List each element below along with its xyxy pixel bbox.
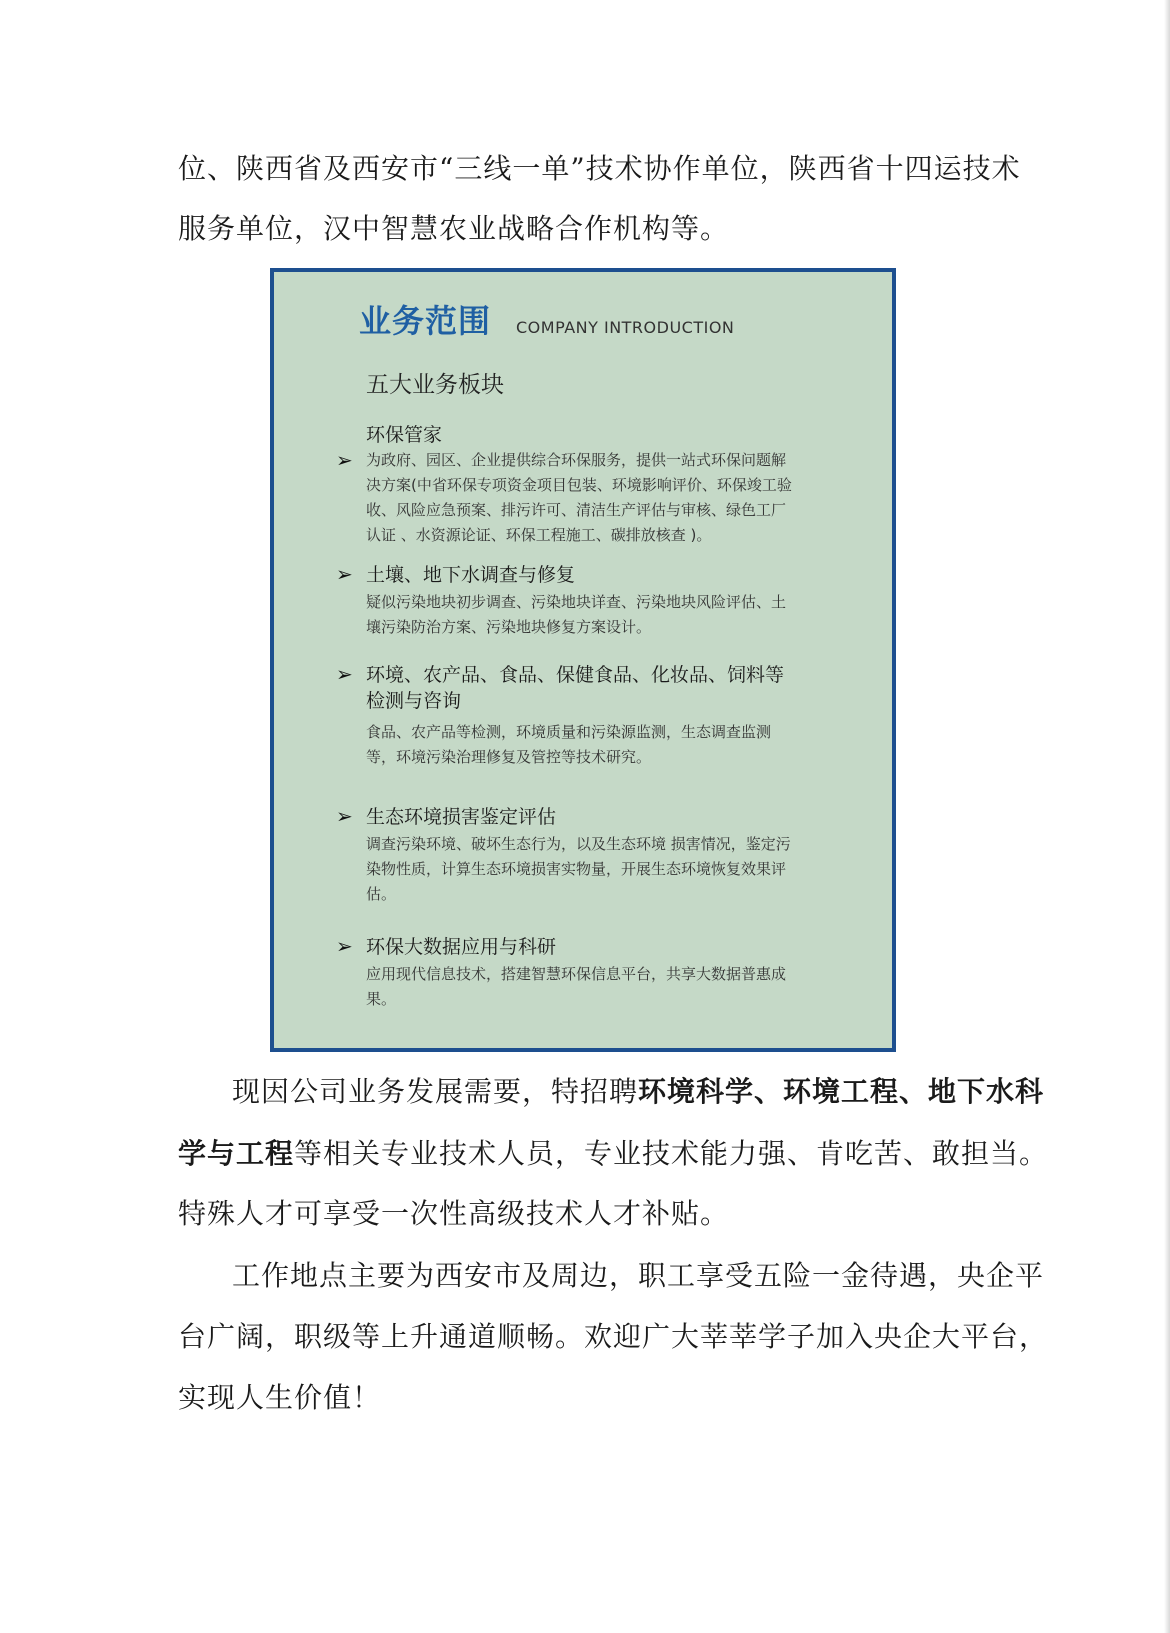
section-body-line: 收、风险应急预案、排污许可、清洁生产评估与审核、绿色工厂 — [366, 501, 787, 519]
section-body-line: 等，环境污染治理修复及管控等技术研究。 — [366, 748, 652, 766]
section-title-5: 环保大数据应用与科研 — [366, 936, 557, 958]
section-title-2: 土壤、地下水调查与修复 — [366, 564, 576, 586]
section-body-line: 疑似污染地块初步调查、污染地块详查、污染地块风险评估、土 — [366, 593, 787, 611]
section-body-line: 食品、农产品等检测，环境质量和污染源监测，生态调查监测 — [366, 723, 772, 741]
intro-line-1: 位、陕西省及西安市“三线一单”技术协作单位，陕西省十四运技术 — [178, 152, 1021, 185]
arrow-bullet-icon: ➢ — [336, 448, 353, 472]
section-title-4: 生态环境损害鉴定评估 — [366, 806, 557, 828]
section-title-3a: 环境、农产品、食品、保健食品、化妆品、饲料等 — [366, 664, 785, 686]
section-body-line: 果。 — [366, 990, 397, 1008]
section-body-line: 决方案(中省环保专项资金项目包装、环境影响评价、环保竣工验 — [366, 476, 792, 494]
workplace-line-2: 台广阔，职级等上升通道顺畅。欢迎广大莘莘学子加入央企大平台， — [178, 1320, 1049, 1353]
panel-subtitle: COMPANY INTRODUCTION — [516, 318, 735, 337]
section-body-1 — [366, 448, 846, 548]
section-title-1: 环保管家 — [366, 424, 443, 446]
recruit-line-3: 特殊人才可享受一次性高级技术人才补贴。 — [178, 1197, 730, 1230]
panel-title: 业务范围 — [359, 302, 492, 340]
recruit-line-2 — [178, 1137, 1049, 1171]
workplace-line-3: 实现人生价值！ — [178, 1381, 382, 1414]
page-edge — [1164, 0, 1170, 1633]
recruit-majors-bold: 学与工程 — [178, 1137, 295, 1170]
intro-line-2: 服务单位，汉中智慧农业战略合作机构等。 — [178, 212, 730, 245]
business-scope-panel — [270, 268, 896, 1052]
section-body-line: 染物性质，计算生态环境损害实物量，开展生态环境恢复效果评 — [366, 860, 787, 878]
section-body-line: 估。 — [366, 885, 397, 903]
section-body-2 — [366, 590, 846, 640]
section-body-3 — [366, 720, 846, 770]
arrow-bullet-icon: ➢ — [336, 804, 353, 828]
section-title-3b: 检测与咨询 — [366, 690, 462, 712]
section-body-5 — [366, 962, 846, 1012]
section-body-line: 应用现代信息技术，搭建智慧环保信息平台，共享大数据普惠成 — [366, 965, 787, 983]
section-body-line: 为政府、园区、企业提供综合环保服务，提供一站式环保问题解 — [366, 451, 787, 469]
arrow-bullet-icon: ➢ — [336, 662, 353, 686]
section-body-line: 认证 、水资源论证、环保工程施工、碳排放核查 )。 — [366, 526, 712, 544]
recruit-text: 等相关专业技术人员，专业技术能力强、肯吃苦、敢担当。 — [294, 1137, 1049, 1170]
section-body-4 — [366, 832, 846, 907]
arrow-bullet-icon: ➢ — [336, 562, 353, 586]
arrow-bullet-icon: ➢ — [336, 934, 353, 958]
workplace-line-1: 工作地点主要为西安市及周边，职工享受五险一金待遇，央企平 — [232, 1259, 1045, 1292]
section-body-line: 调查污染环境、破坏生态行为，以及生态环境 损害情况，鉴定污 — [366, 835, 791, 853]
panel-heading: 五大业务板块 — [366, 372, 504, 398]
recruit-text: 现因公司业务发展需要，特招聘 — [232, 1075, 639, 1108]
recruit-majors-bold: 环境科学、环境工程、地下水科 — [638, 1075, 1045, 1108]
section-body-line: 壤污染防治方案、污染地块修复方案设计。 — [366, 618, 652, 636]
recruit-line-1 — [232, 1075, 1052, 1109]
